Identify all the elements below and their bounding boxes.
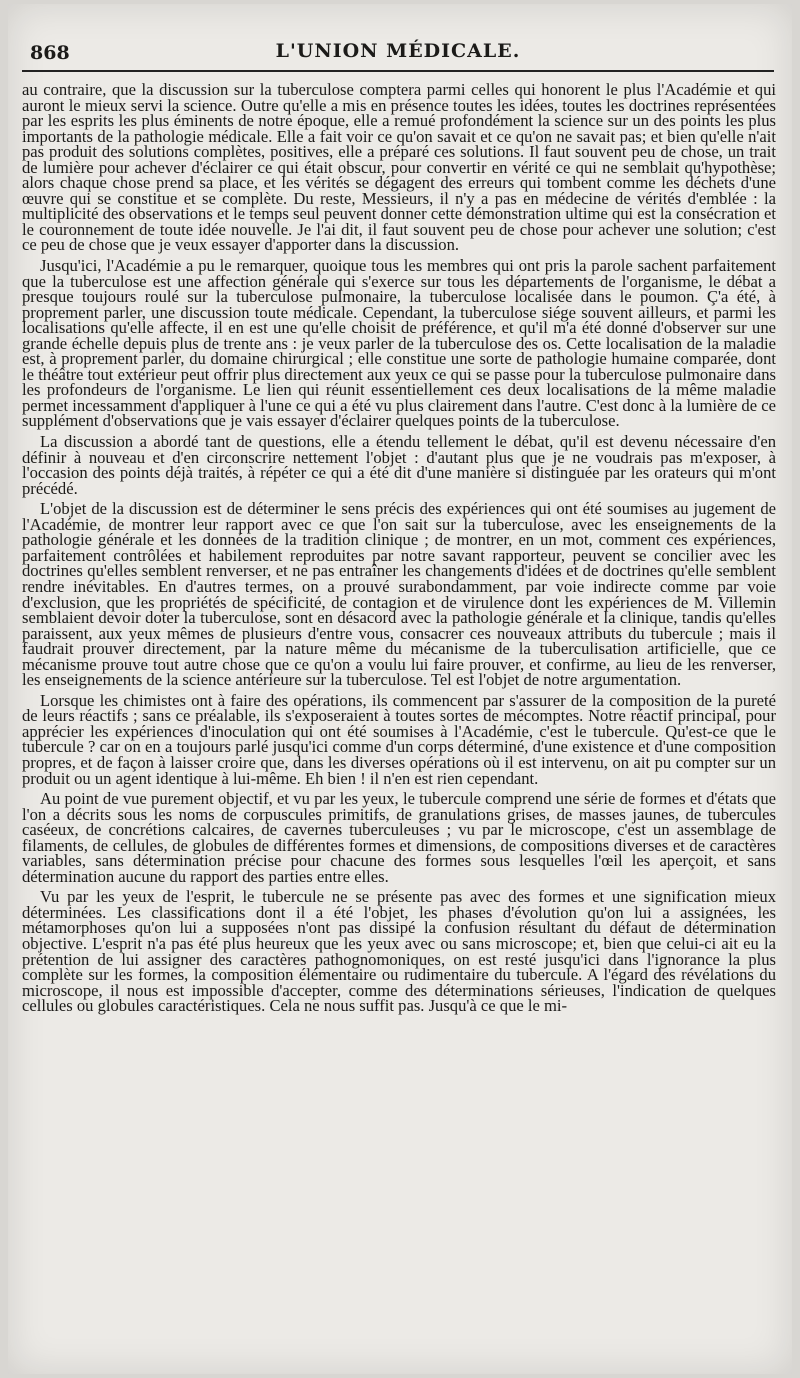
page-number: 868: [30, 42, 70, 64]
header-rule: [22, 70, 774, 72]
paragraph: La discussion a abordé tant de questions, elle a étendu tellement le débat, qu'il est devenu nécessaire d'en définir à nouveau et d'en circonscrire nettement l'objet : d'autant plus que je ne voudrais pas m'exposer, à l'occasion des points déjà traités, à répéter ce qui a été dit d'une manière si distinguée par les orateurs qui m'ont précédé.: [22, 432, 776, 498]
running-title: L'UNION MÉDICALE.: [275, 40, 521, 62]
paragraph: L'objet de la discussion est de déterminer le sens précis des expériences qui ont été soumises au jugement de l'Académie, de montrer leur rapport avec ce que l'on sait sur la tuberculose, avec les enseignements de la pathologie générale et les données de la tradition clinique ; de montrer, en un mot, comment ces expériences, parfaitement contrôlées et habilement reproduites par notre savant rapporteur, peuvent se concilier avec les doctrines qu'elles semblent renverser, et ne pas entraîner les changements d'idées et de doctrines qu'elle semblent rendre inévitables. En d'autres termes, on a prouvé surabondamment, par voie indirecte comme par voie d'exclusion, que les propriétés de spécificité, de contagion et de virulence dont les expériences de M. Villemin semblaient devoir doter la tuberculose, sont en désacord avec la pathologie générale et la clinique, tandis qu'elles paraissent, aux yeux mêmes de plusieurs d'entre vous, consacrer ces nouveaux attributs du tubercule ; mais il faudrait prouver directement, par la nature même du mécanisme de la tuberculisation artificielle, que ce mécanisme prouve tout autre chose que ce qu'on a voulu lui faire prouver, et confirme, au lieu de les renverser, les enseignements de la science antérieure sur la tuberculose. Tel est l'objet de notre argumentation.: [22, 499, 776, 690]
paragraph: Jusqu'ici, l'Académie a pu le remarquer, quoique tous les membres qui ont pris la parole sachent parfaitement que la tuberculose est une affection générale qui s'exerce sur tous les départements de l'organisme, le débat a presque toujours roulé sur la tuberculose pulmonaire, la tuberculose localisée dans le poumon. Ç'a été, à proprement parler, une discussion toute médicale. Cependant, la tuberculose siége souvent ailleurs, et parmi les localisations qu'elle affecte, il en est une qu'elle choisit de préférence, et qu'il m'a été donné d'observer sur une grande échelle depuis plus de trente ans : je veux parler de la tuberculose des os. Cette localisation de la maladie est, à proprement parler, du domaine chirurgical ; elle constitue une sorte de pathologie humaine comparée, dont le théâtre tout extérieur peut offrir plus directement aux yeux ce qui se passe pour la tuberculose pulmonaire dans les profondeurs de l'organisme. Le lien qui réunit essentiellement ces deux localisations de la même maladie permet incessamment d'appliquer à l'une ce qui a été vu plus clairement dans l'autre. C'est donc à la lumière de ce supplément d'observations que je vais essayer d'éclairer quelques points de la tuberculose.: [22, 256, 776, 431]
paragraph: Au point de vue purement objectif, et vu par les yeux, le tubercule comprend une série de formes et d'états que l'on a décrits sous les noms de corpuscules primitifs, de granulations grises, de masses jaunes, de tubercules caséeux, de concrétions calcaires, de cavernes tuberculeuses ; vu par le microscope, c'est un assemblage de filaments, de cellules, de globules de différentes formes et dimensions, de compositions diverses et de caractères variables, sans détermination précise pour chacune des formes sous lesquelles l'œil les aperçoit, et sans détermination aucune du rapport des parties entre elles.: [22, 789, 776, 886]
paragraph: au contraire, que la discussion sur la tuberculose comptera parmi celles qui honorent le plus l'Académie et qui auront le mieux servi la science. Outre qu'elle a mis en présence toutes les idées, toutes les doctrines représentées par les esprits les plus éminents de notre époque, elle a remué profondément la science sur un des points les plus importants de la pathologie médicale. Elle a fait voir ce qu'on savait et ce qu'on ne savait pas; et bien qu'elle n'ait pas produit des solutions complètes, positives, elle a préparé ces solutions. Il faut souvent peu de chose, un trait de lumière pour achever d'éclairer ce qui était obscur, pour convertir en vérité ce qui ne semblait qu'hypothèse; alors chaque chose prend sa place, et les vérités se dégagent des erreurs qui tombent comme les déchets d'une œuvre qui se constitue et se complète. Du reste, Messieurs, il n'y a pas en médecine de vérités d'emblée : la multiplicité des observations et le temps seul peuvent donner cette démonstration ultime qui est la consécration et le couronnement de toute idée nouvelle. Je l'ai dit, il faut souvent peu de chose pour achever une solution; c'est ce peu de chose que je veux essayer d'apporter dans la discussion.: [22, 80, 776, 255]
page-header: [30, 38, 766, 78]
article-body: [22, 82, 776, 1019]
paragraph: Vu par les yeux de l'esprit, le tubercule ne se présente pas avec des formes et une signification mieux déterminées. Les classifications dont il a été l'objet, les phases d'évolution qu'on lui a assignées, les métamorphoses qu'on lui a supposées n'ont pas dissipé la confusion résultant du défaut de détermination objective. L'esprit n'a pas été plus heureux que les yeux avec ou sans microscope; et, bien que celui-ci ait eu la prétention de lui assigner des caractères pathognomoniques, on est resté jusqu'ici dans l'ignorance la plus complète sur les formes, la composition élémentaire ou rudimentaire du tubercule. A l'égard des révélations du microscope, il nous est impossible d'accepter, comme des déterminations sérieuses, l'indication de quelques cellules ou globules caractéristiques. Cela ne nous suffit pas. Jusqu'à ce que le mi-: [22, 887, 776, 1016]
paragraph: Lorsque les chimistes ont à faire des opérations, ils commencent par s'assurer de la composition de la pureté de leurs réactifs ; sans ce préalable, ils s'exposeraient à toutes sortes de mécomptes. Notre réactif principal, pour apprécier les expériences d'inoculation qui ont été soumises à l'Académie, c'est le tubercule. Qu'est-ce que le tubercule ? car on en a toujours parlé jusqu'ici comme d'un corps déterminé, d'une existence et d'une composition propres, et de façon à laisser croire que, dans les diverses opérations où il est intervenu, on ait pu compter sur un produit ou un agent identique à lui-même. Eh bien ! il n'en est rien cependant.: [22, 690, 776, 788]
